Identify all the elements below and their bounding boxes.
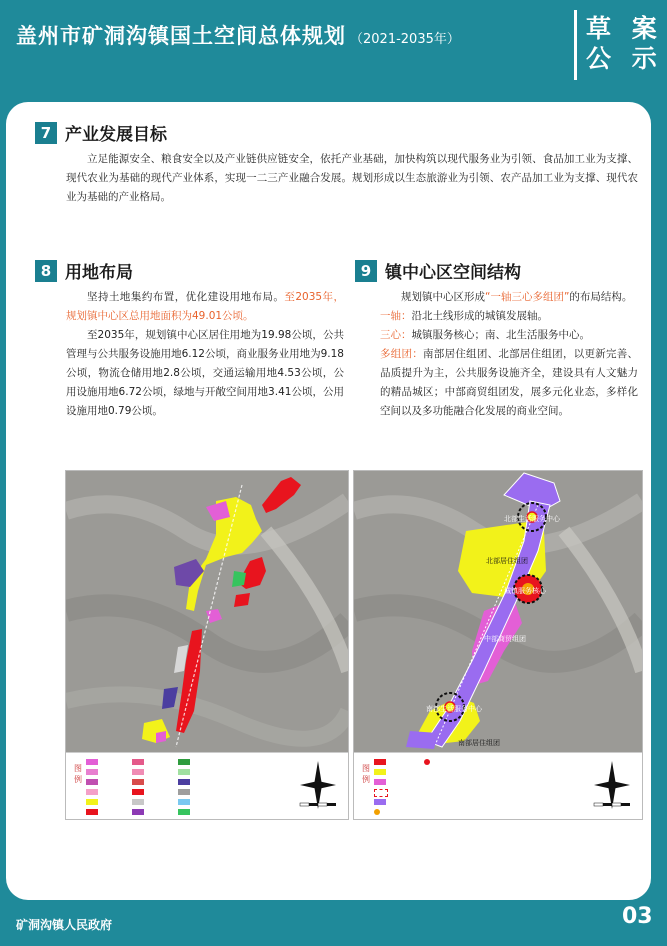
section-title: 产业发展目标 (65, 125, 167, 145)
page-number: 03 (622, 904, 653, 929)
land-use-legend (66, 752, 348, 819)
axis-line (380, 307, 638, 326)
spatial-structure-map-image (354, 471, 642, 753)
north-group-label: 北部居住组团 (486, 557, 528, 565)
legend-swatch (86, 759, 98, 765)
legend-title: 图例 (74, 764, 82, 784)
section-8-heading (35, 258, 133, 283)
structure-legend (354, 752, 642, 819)
groups-text: 南部居住组团、北部居住组团，以更新完善、品质提升为主，公共服务设施齐全，建设具有人文魅力的精品城区；中部商贸组团发，展多元化业态，多样化空间以及多功能融合化发展的商业空间。 (380, 348, 639, 417)
section-8-body (66, 288, 344, 421)
spatial-structure-map (353, 470, 643, 820)
legend-swatch (374, 769, 386, 775)
commercial-parcel-b (234, 593, 250, 607)
legend-title: 图例 (362, 764, 370, 784)
middle-group-label: 中部商贸组团 (484, 635, 526, 643)
legend-swatch (86, 809, 98, 815)
structure-highlight: “一轴三心多组团” (485, 291, 570, 303)
legend-swatch (178, 799, 190, 805)
legend-item (374, 789, 391, 797)
footer-organization: 矿洞沟镇人民政府 (16, 918, 113, 932)
section-7-heading (35, 120, 167, 145)
legend-swatch (178, 809, 190, 815)
header (0, 0, 667, 96)
legend-swatch (424, 759, 430, 765)
legend-item (86, 769, 101, 775)
legend-swatch (86, 789, 98, 795)
section-9-heading (355, 258, 521, 283)
legend-swatch (374, 779, 386, 785)
structure-intro (380, 288, 638, 307)
legend-item (178, 809, 193, 815)
legend-item (374, 759, 389, 765)
legend-item (132, 809, 147, 815)
land-use-intro (66, 288, 344, 326)
structure-intro-a: 规划镇中心区形成 (401, 291, 485, 303)
legend-item (178, 779, 193, 785)
centers-text: 城镇服务核心；南、北生活服务中心。 (411, 329, 590, 341)
legend-item (178, 769, 193, 775)
legend-item (178, 789, 193, 795)
legend-swatch (132, 809, 144, 815)
legend-item (132, 779, 147, 785)
section-9-body (380, 288, 638, 421)
draft-stamp (586, 14, 663, 74)
legend-swatch (178, 789, 190, 795)
title-text: 盖州市矿洞沟镇国土空间总体规划 (16, 24, 346, 48)
legend-swatch (178, 759, 190, 765)
legend-swatch (374, 789, 388, 797)
stamp-line-2: 公 示 (586, 44, 663, 73)
legend-swatch (178, 769, 190, 775)
legend-item (132, 789, 147, 795)
legend-swatch (132, 759, 144, 765)
south-center-label: 南部生活服务中心 (426, 705, 482, 713)
legend-swatch (374, 799, 386, 805)
south-group-label: 南部居住组团 (458, 739, 500, 747)
legend-item (424, 759, 433, 765)
section-title: 用地布局 (65, 263, 133, 283)
legend-swatch (374, 809, 380, 815)
core-label: 城镇服务核心 (504, 587, 546, 595)
legend-item (132, 769, 147, 775)
section-number: 9 (355, 260, 377, 282)
section-title: 镇中心区空间结构 (385, 263, 521, 283)
axis-text: 沿北土线形成的城镇发展轴。 (411, 310, 548, 322)
structure-intro-c: 的布局结构。 (569, 291, 633, 303)
legend-item (374, 809, 383, 815)
legend-swatch (132, 779, 144, 785)
legend-swatch (178, 779, 190, 785)
legend-swatch (132, 769, 144, 775)
legend-item (86, 779, 101, 785)
legend-item (374, 769, 389, 775)
stamp-line-1: 草 案 (586, 14, 663, 43)
land-use-map-image (66, 471, 348, 753)
content-card (6, 102, 651, 900)
legend-item (374, 779, 389, 785)
land-use-intro-text: 坚持土地集约布置，优化建设用地布局。 (87, 291, 285, 303)
title-years: （2021-2035年） (350, 32, 460, 47)
centers-label: 三心： (380, 329, 412, 341)
legend-swatch (132, 789, 144, 795)
section-number: 7 (35, 122, 57, 144)
groups-label: 多组团： (380, 348, 424, 360)
legend-swatch (86, 799, 98, 805)
legend-item (86, 789, 101, 795)
south-public-parcel (156, 731, 166, 743)
page-title (16, 20, 460, 50)
legend-item (86, 759, 101, 765)
legend-swatch (374, 759, 386, 765)
header-divider (574, 10, 577, 80)
legend-item (86, 799, 101, 805)
legend-item (132, 759, 147, 765)
legend-swatch (86, 779, 98, 785)
section-number: 8 (35, 260, 57, 282)
legend-item (132, 799, 147, 805)
land-area-highlight: 至2035年，规划镇中心区总用地面积为49.01公顷。 (66, 291, 344, 322)
axis-arrow-south (406, 731, 438, 749)
legend-swatch (132, 799, 144, 805)
legend-item (86, 809, 101, 815)
groups-line (380, 345, 638, 421)
industry-goal-text: 立足能源安全、粮食安全以及产业链供应链安全，依托产业基础，加快构筑以现代服务业为引领、食品加工业为支撑、现代农业为基础的现代产业体系，实现一二三产业融合发展。规划形成以生态旅游业为引领、农产品加工业为支撑、现代农业为基础的产业格局。 (66, 153, 638, 203)
north-center-label: 北部生活服务中心 (504, 515, 560, 523)
legend-swatch (86, 769, 98, 775)
compass-icon (592, 757, 632, 813)
legend-item (178, 759, 193, 765)
axis-label: 一轴： (380, 310, 412, 322)
green-space-parcel (232, 571, 246, 587)
land-use-map (65, 470, 349, 820)
legend-item (178, 799, 193, 805)
land-use-breakdown: 至2035年，规划镇中心区居住用地为19.98公顷，公共管理与公共服务设施用地6.12公顷，商业服务业用地为9.18公顷，物流仓储用地2.8公顷，交通运输用地4.53公顷，公用设施用地6.72公顷，绿地与开敞空间用地3.41公顷，公用设施用地0.79公顷。 (66, 329, 344, 417)
section-7-body (66, 150, 638, 207)
legend-item (374, 799, 389, 805)
centers-line (380, 326, 638, 345)
compass-icon (298, 757, 338, 813)
